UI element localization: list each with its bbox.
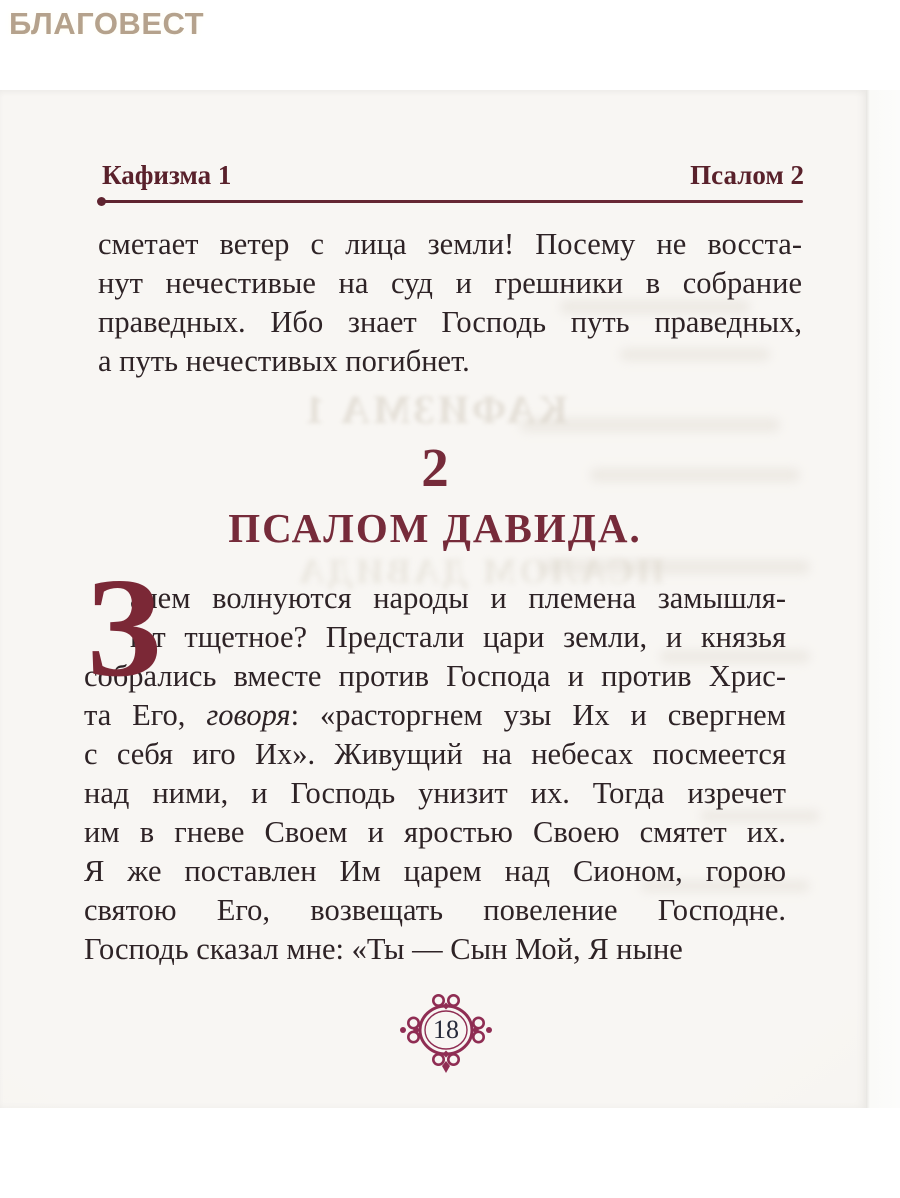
running-header-left: Кафизма 1 [102,160,232,190]
psalm-number-heading: 2 [421,437,449,498]
body-line-italic-word: говоря [206,698,291,732]
body-line: сметает ветер с лица земли! Посему не восста- [98,227,802,261]
running-header [102,160,804,190]
body-line: над ними, и Господь унизит их. Тогда изречет [84,776,786,810]
body-line: Господь сказал мне: «Ты — Сын Мой, Я ныне [84,932,683,966]
page-number: 18 [433,1015,459,1044]
page-edge-shadow [866,90,900,1108]
ghost-text-smudge [540,560,810,574]
book-page [0,90,866,1108]
body-line: ют тщетное? Предстали цари земли, и князья [130,620,786,654]
running-header-right: Псалом 2 [690,160,804,190]
rule-end-dot [97,197,106,206]
store-watermark: БЛАГОВЕСТ [9,6,205,41]
ghost-mirrored-header: КАФИЗМА 1 [302,387,568,432]
body-line: собрались вместе против Господа и против Хрис- [84,659,786,693]
body-line [84,696,786,735]
body-line: им в гневе Своем и яростью Своею смятет их. [84,815,786,849]
body-line: с себя иго Их». Живущий на небесах посмеется [84,737,786,771]
psalm-title-heading: ПСАЛОМ ДАВИДА. [228,505,642,551]
body-line: праведных. Ибо знает Господь путь праведных, [98,305,802,339]
body-line-segment: : «расторгнем узы Их и свергнем [290,698,786,732]
page-number-ornament [396,993,496,1075]
body-line: святою Его, возвещать повеление Господне. [84,893,786,927]
body-line: нут нечестивые на суд и грешники в собрание [98,266,802,300]
ghost-text-smudge [520,418,780,432]
header-rule [101,200,803,203]
body-line: а путь нечестивых погибнет. [98,344,470,378]
psalm1-ending-paragraph [98,225,802,381]
ghost-mirrored-title: ПСАЛОМ ДАВИДА [296,551,665,591]
body-line: Я же поставлен Им царем над Сионом, горою [84,854,786,888]
body-line-segment: та Его, [84,698,207,732]
body-line: ачем волнуются народы и племена замышля- [130,581,786,615]
drop-cap: З [86,548,161,706]
